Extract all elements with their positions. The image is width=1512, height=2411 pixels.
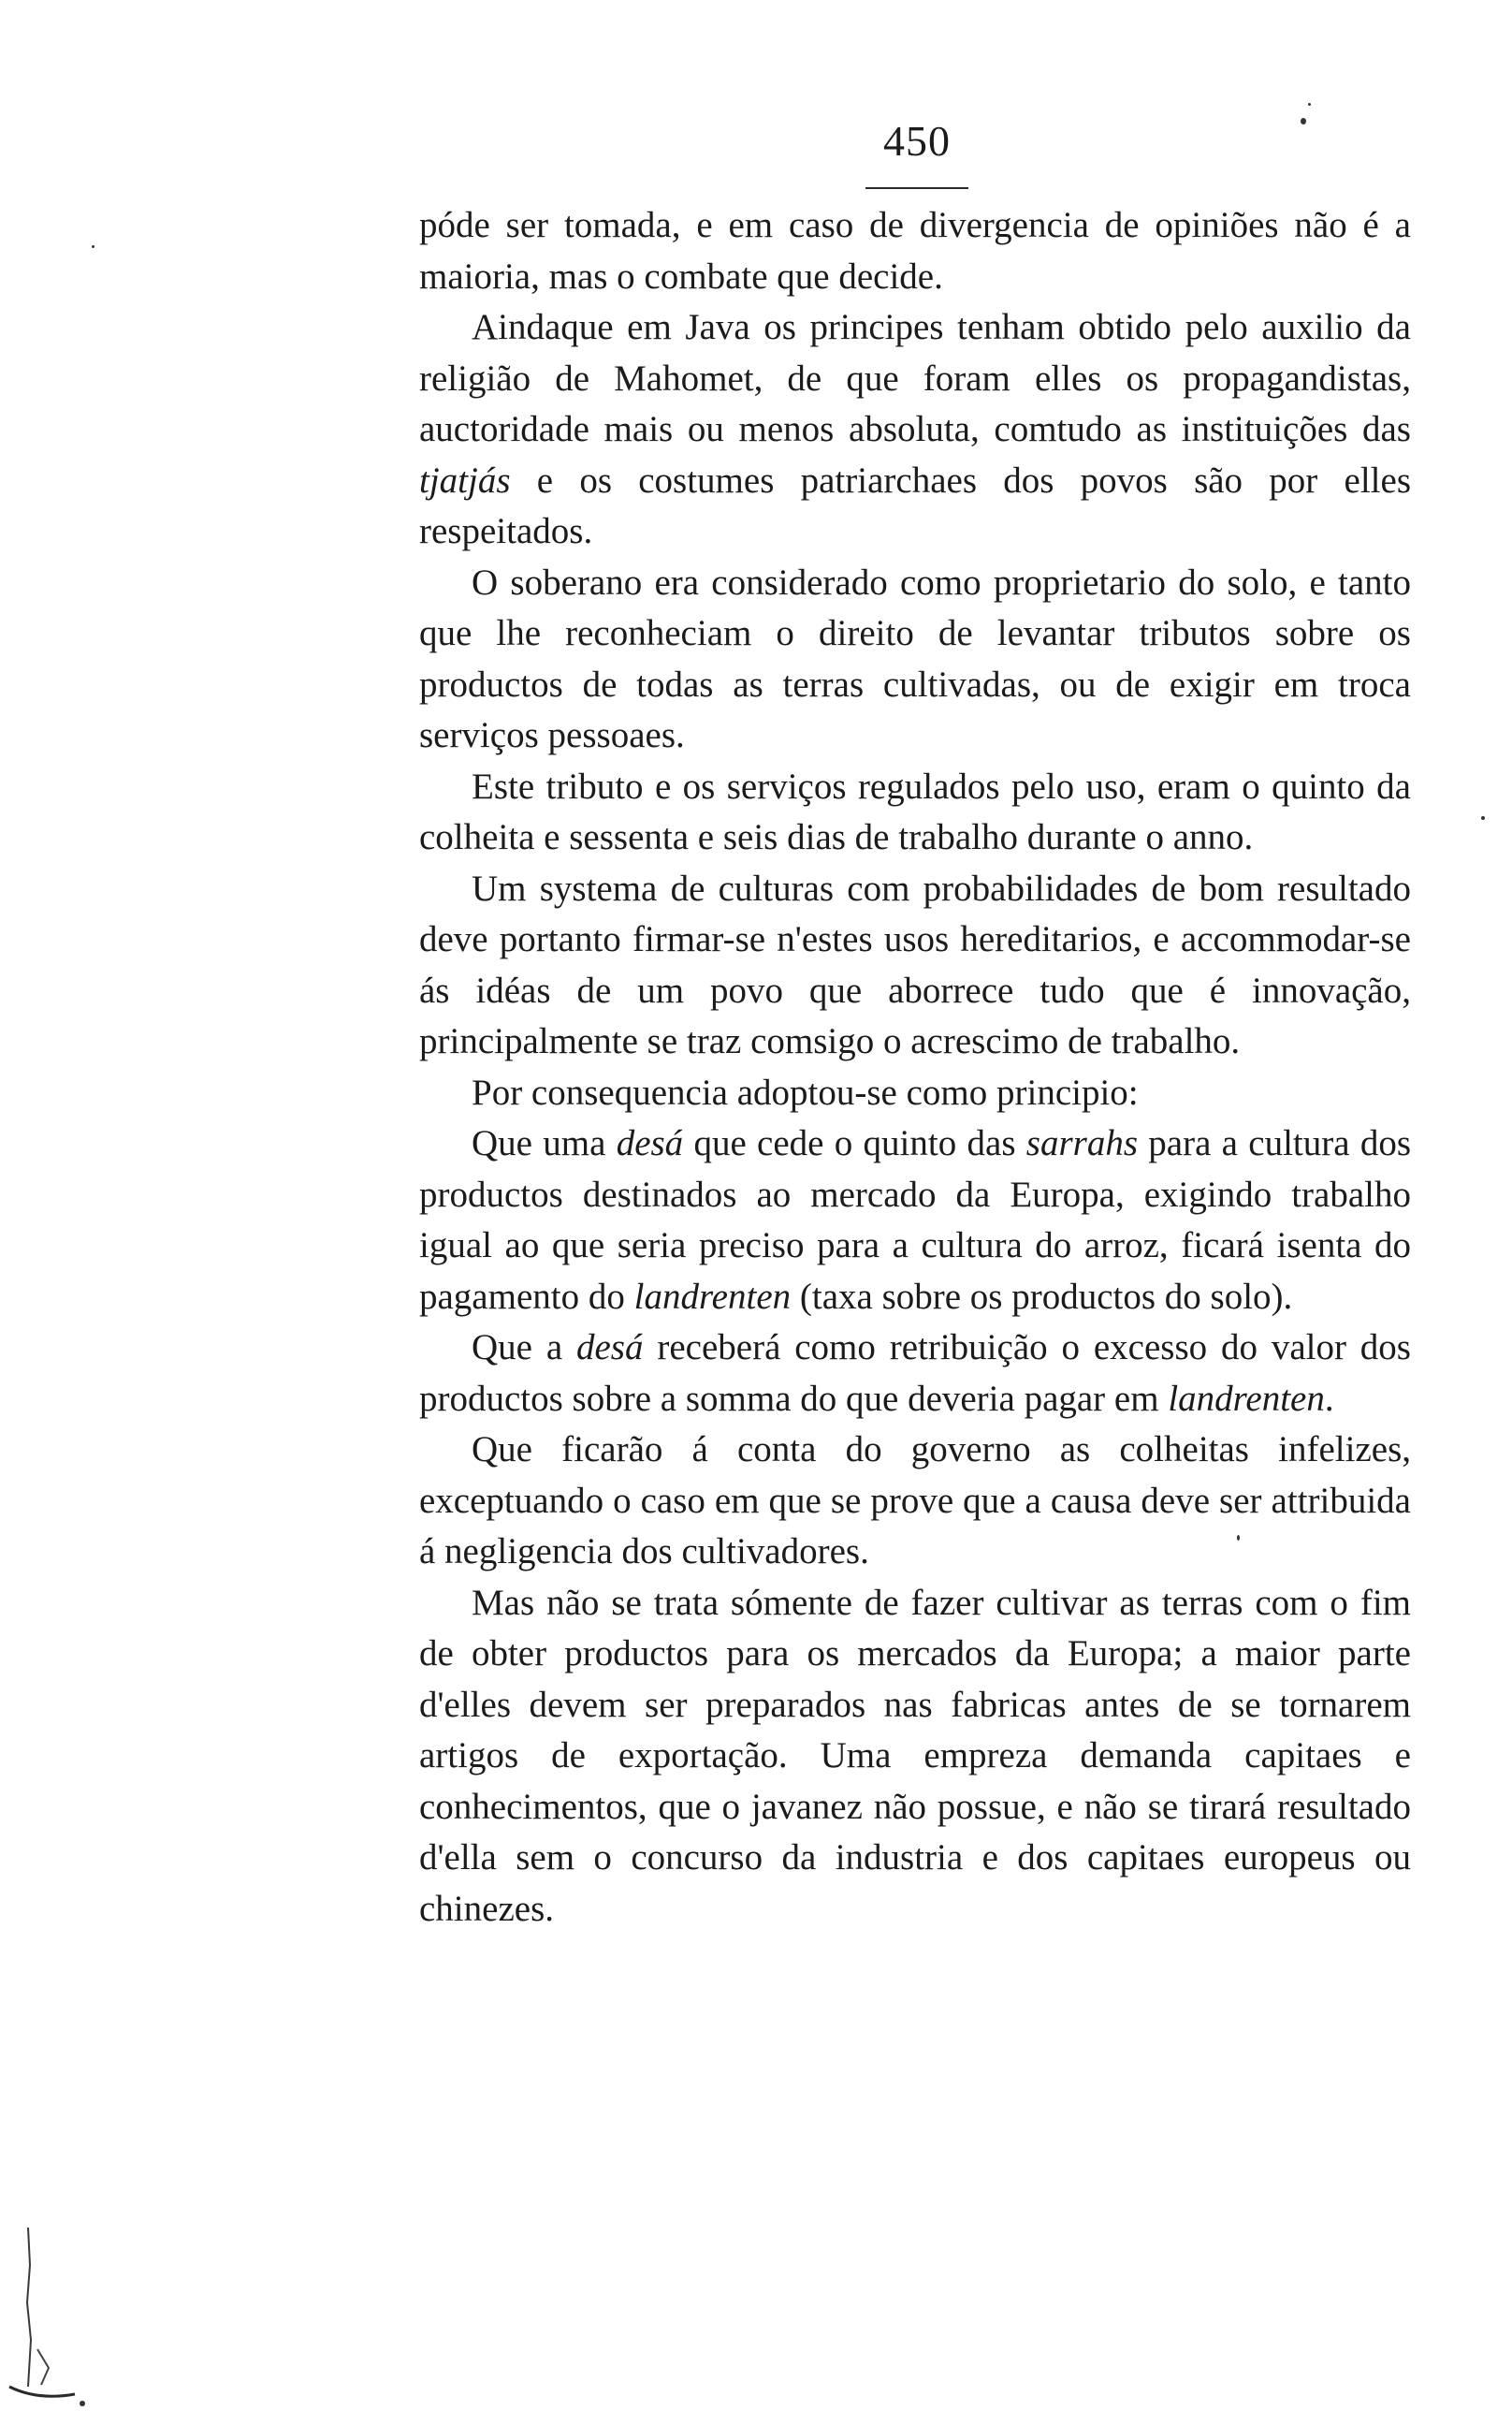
italic-term: desá [616,1123,684,1163]
text-run: e os costumes patriarchaes dos povos são por elles respeitados. [419,460,1411,551]
paragraph-p1 [419,200,1411,302]
text-run: Que a [472,1327,576,1367]
text-run: . [1324,1378,1334,1419]
page-number: 450 [883,117,951,165]
text-run: Um systema de culturas com probabilidades de bom resultado deve portanto firmar-se n'estes usos hereditarios, e accommodar-se ás idéas de um povo que aborrece tudo que é innovação, principalmente se traz comsigo o acrescimo de trabalho. [419,868,1411,1061]
text-run: Por consequencia adoptou-se como principio: [472,1072,1139,1113]
text-run: (taxa sobre os productos do solo). [791,1276,1293,1317]
page-number-rule [865,187,968,189]
text-run: Mas não se trata sómente de fazer cultivar as terras com o fim de obter productos para os mercados da Europa; a maior parte d'elles devem ser preparados nas fabricas antes de se tornarem artigos de exportação. Uma empreza demanda capitaes e conhecimentos, que o javanez não possue, e não se tirará resultado d'ella sem o concurso da industria e dos capitaes europeus ou chinezes. [419,1582,1411,1929]
scan-speck [92,245,94,248]
text-run: póde ser tomada, e em caso de divergencia de opiniões não é a maioria, mas o combate que decide. [419,205,1411,297]
paragraph-p9 [419,1425,1411,1578]
scan-speck [1237,1535,1240,1541]
italic-term: landrenten [1168,1378,1325,1419]
text-run: para a cultura dos productos destinados ao mercado da Europa, exigindo trabalho igual ao que seria preciso para a cultura do arroz, ficará isenta do pagamento do [419,1123,1411,1317]
scan-speck [1308,103,1311,106]
italic-term: landrenten [633,1276,792,1317]
text-run: Aindaque em Java os principes tenham obtido pelo auxilio da religião de Mahomet, de que foram elles os propagandistas, auctoridade mais ou menos absoluta, comtudo as instituições das [419,307,1411,449]
paragraph-p3 [419,558,1411,762]
italic-term: tjatjás [419,460,511,501]
paragraph-p6 [419,1068,1411,1119]
body-text [419,200,1411,1935]
paragraph-p8 [419,1322,1411,1425]
scan-speck [1301,118,1306,124]
text-run: que cede o quinto das [683,1123,1026,1163]
text-run: O soberano era considerado como proprietario do solo, e tanto que lhe reconheciam o direito de levantar tributos sobre os productos de todas as terras cultivadas, ou de exigir em troca serviços pessoaes. [419,562,1411,755]
italic-term: desá [576,1327,644,1367]
paragraph-p7 [419,1118,1411,1322]
binding-edge-marks [0,2228,112,2411]
paragraph-p2 [419,302,1411,558]
scan-speck [1481,816,1485,820]
text-run: Que uma [472,1123,617,1163]
text-run: Este tributo e os serviços regulados pelo uso, eram o quinto da colheita e sessenta e seis dias de trabalho durante o anno. [419,766,1411,857]
text-run: Que ficarão á conta do governo as colheitas infelizes, exceptuando o caso em que se prove que a causa deve ser attribuida á negligencia dos cultivadores. [419,1429,1411,1571]
italic-term: sarrahs [1025,1123,1138,1163]
text-run: receberá como retribuição o excesso do valor dos productos sobre a somma do que deveria pagar em [419,1327,1411,1419]
paragraph-p10 [419,1578,1411,1936]
paragraph-p4 [419,762,1411,864]
paragraph-p5 [419,864,1411,1068]
